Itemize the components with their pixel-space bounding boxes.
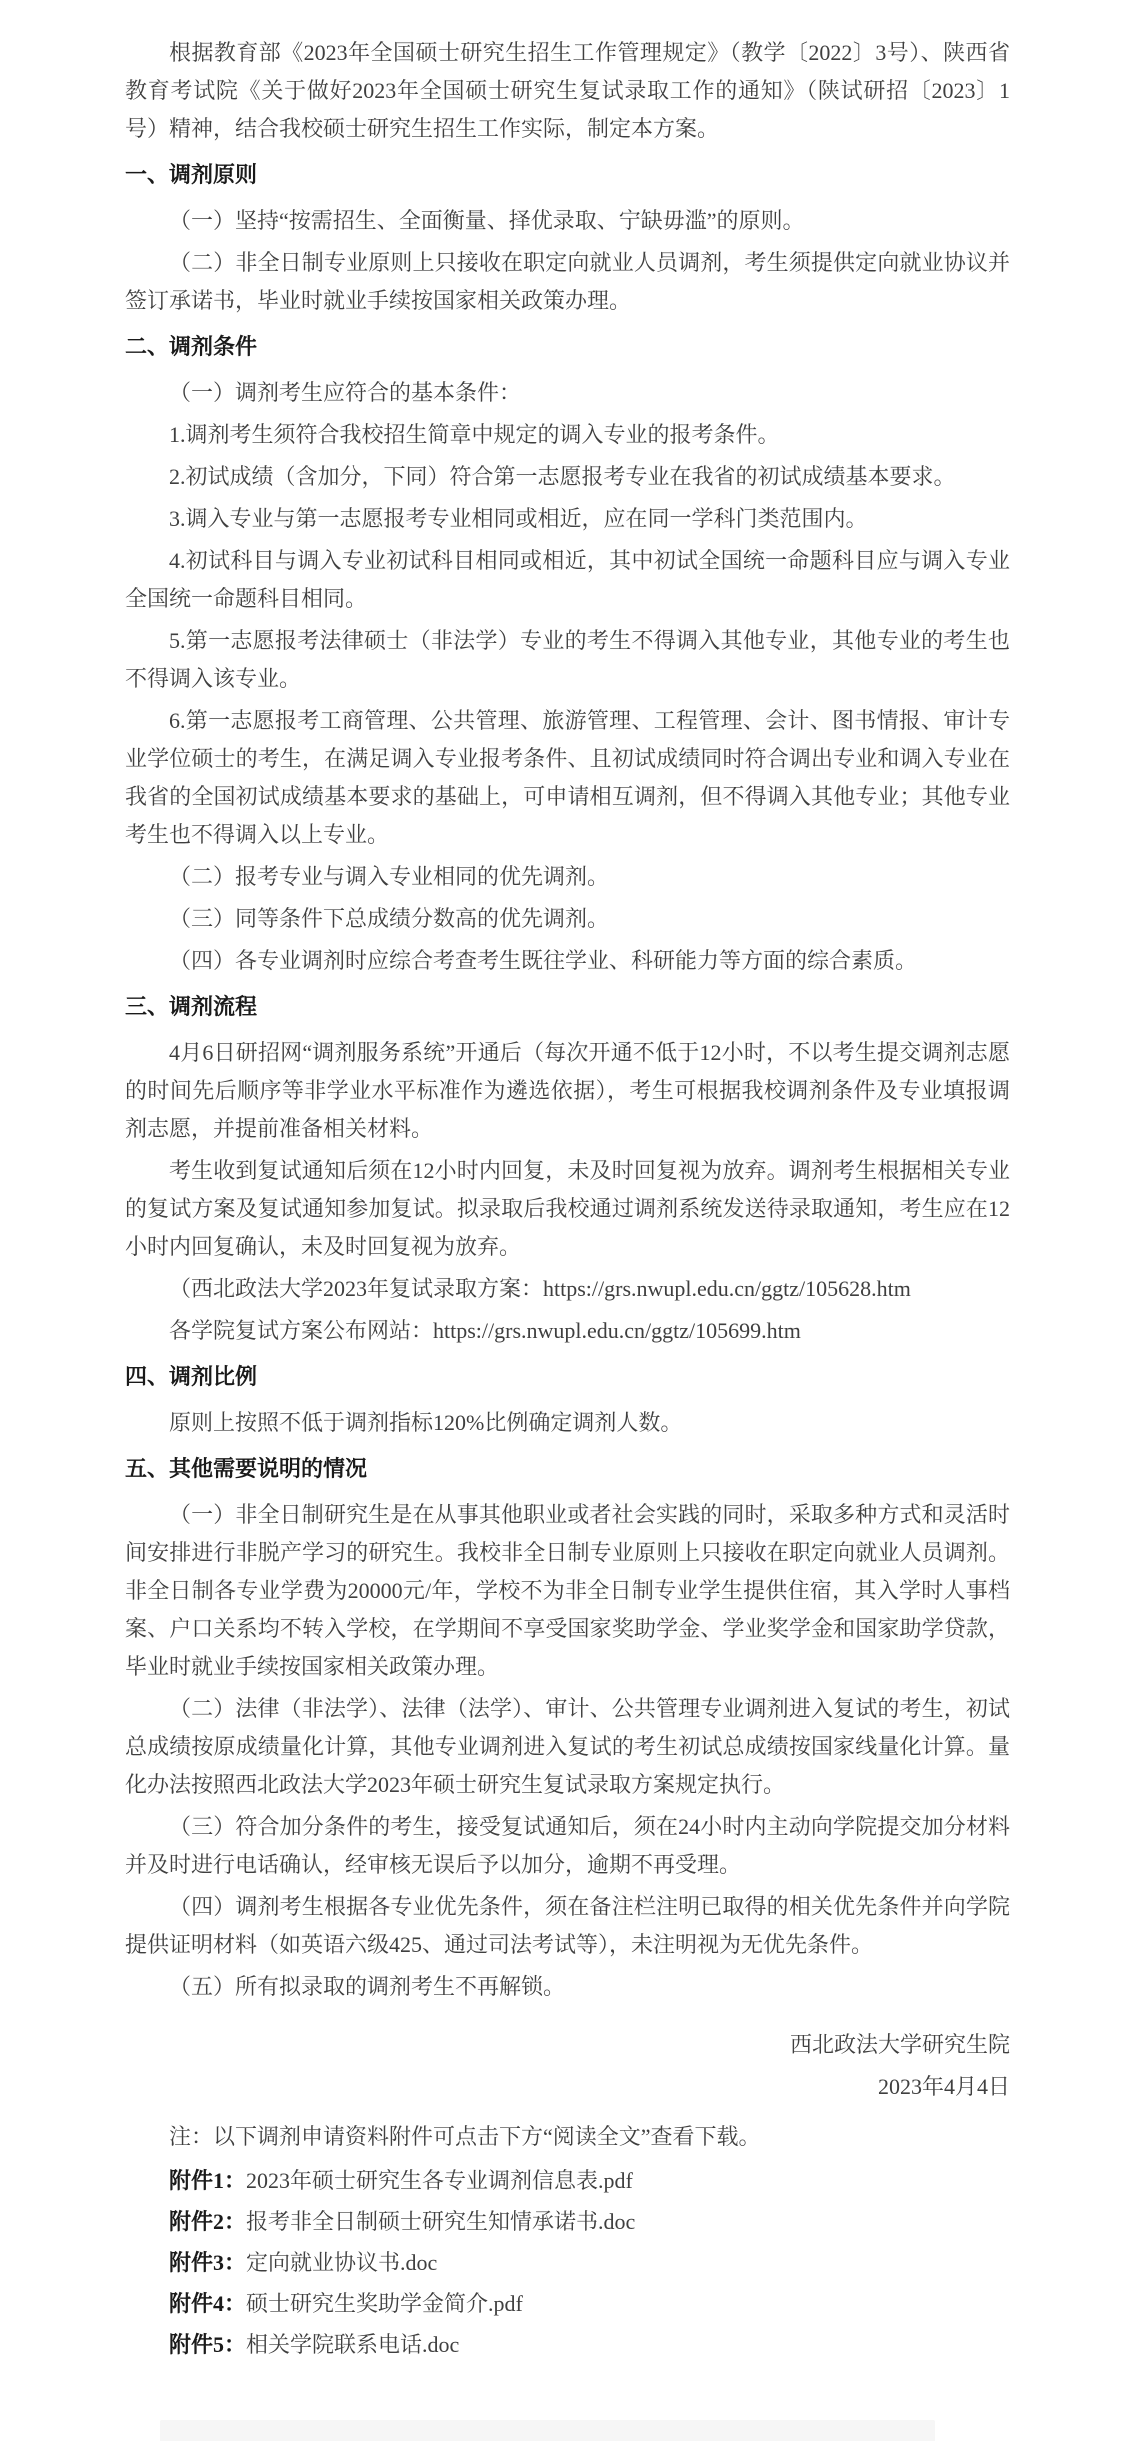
attachments-list [125,2162,1010,2364]
sections-container [125,156,1010,2006]
attachment-filename: 定向就业协议书.doc [246,2250,438,2275]
paragraph: 3.调入专业与第一志愿报考专业相同或相近，应在同一学科门类范围内。 [169,506,868,531]
paragraph: （二）非全日制专业原则上只接收在职定向就业人员调剂，考生须提供定向就业协议并签订承诺书，毕业时就业手续按国家相关政策办理。 [125,250,1010,313]
attachment-filename: 2023年硕士研究生各专业调剂信息表.pdf [246,2168,633,2193]
paragraph: 2.初试成绩（含加分，下同）符合第一志愿报考专业在我省的初试成绩基本要求。 [169,464,956,489]
paragraph: 原则上按照不低于调剂指标120%比例确定调剂人数。 [169,1410,683,1435]
url-line: （西北政法大学2023年复试录取方案：https://grs.nwupl.edu.cn/ggtz/105628.htm [169,1276,911,1301]
attachment-label: 附件2： [169,2209,247,2234]
paragraph: （五）所有拟录取的调剂考生不再解锁。 [169,1974,566,1999]
attachment-filename: 报考非全日制硕士研究生知情承诺书.doc [246,2209,636,2234]
attachment-item [125,2203,1010,2241]
paragraph: （二）报考专业与调入专业相同的优先调剂。 [169,864,610,889]
attachment-label: 附件3： [169,2250,247,2275]
section-heading: 二、调剂条件 [125,334,258,359]
section-heading: 一、调剂原则 [125,162,258,187]
url-line: 各学院复试方案公布网站：https://grs.nwupl.edu.cn/ggtz/105699.htm [169,1318,801,1343]
paragraph: （三）符合加分条件的考生，接受复试通知后，须在24小时内主动向学院提交加分材料并及时进行电话确认，经审核无误后予以加分，逾期不再受理。 [125,1814,1010,1877]
signature-block [125,2026,1010,2106]
attachment-filename: 硕士研究生奖助学金简介.pdf [246,2291,523,2316]
section-heading: 五、其他需要说明的情况 [125,1456,368,1481]
attachment-item [125,2162,1010,2200]
paragraph: 1.调剂考生须符合我校招生简章中规定的调入专业的报考条件。 [169,422,780,447]
attachment-item [125,2244,1010,2282]
attachment-filename: 相关学院联系电话.doc [246,2332,460,2357]
attachment-label: 附件4： [169,2291,247,2316]
section-heading: 三、调剂流程 [125,994,258,1019]
paragraph: （四）各专业调剂时应综合考查考生既往学业、科研能力等方面的综合素质。 [169,948,918,973]
paragraph: 5.第一志愿报考法律硕士（非法学）专业的考生不得调入其他专业，其他专业的考生也不得调入该专业。 [125,628,1010,691]
paragraph: 4.初试科目与调入专业初试科目相同或相近，其中初试全国统一命题科目应与调入专业全国统一命题科目相同。 [125,548,1010,611]
paragraph: （一）坚持“按需招生、全面衡量、择优录取、宁缺毋滥”的原则。 [169,208,805,233]
paragraph: 考生收到复试通知后须在12小时内回复，未及时回复视为放弃。调剂考生根据相关专业的复试方案及复试通知参加复试。拟录取后我校通过调剂系统发送待录取通知，考生应在12小时内回复确认，未及时回复视为放弃。 [125,1158,1010,1259]
intro-paragraph: 根据教育部《2023年全国硕士研究生招生工作管理规定》（教学〔2022〕3号）、陕西省教育考试院《关于做好2023年全国硕士研究生复试录取工作的通知》（陕试研招〔2023〕1号）精神，结合我校硕士研究生招生工作实际，制定本方案。 [125,40,1010,141]
paragraph: （一）非全日制研究生是在从事其他职业或者社会实践的同时，采取多种方式和灵活时间安排进行非脱产学习的研究生。我校非全日制专业原则上只接收在职定向就业人员调剂。非全日制各专业学费为20000元/年，学校不为非全日制专业学生提供住宿，其入学时人事档案、户口关系均不转入学校，在学期间不享受国家奖助学金、学业奖学金和国家助学贷款，毕业时就业手续按国家相关政策办理。 [125,1502,1010,1679]
signature-date: 2023年4月4日 [877,2074,1010,2099]
paragraph: （四）调剂考生根据各专业优先条件，须在备注栏注明已取得的相关优先条件并向学院提供证明材料（如英语六级425、通过司法考试等），未注明视为无优先条件。 [125,1894,1010,1957]
signature-org: 西北政法大学研究生院 [789,2032,1010,2057]
section-heading: 四、调剂比例 [125,1364,258,1389]
next-content-strip [160,2420,935,2441]
attachments-note: 注：以下调剂申请资料附件可点击下方“阅读全文”查看下载。 [169,2124,761,2149]
paragraph: （二）法律（非法学）、法律（法学）、审计、公共管理专业调剂进入复试的考生，初试总成绩按原成绩量化计算，其他专业调剂进入复试的考生初试总成绩按国家线量化计算。量化办法按照西北政法大学2023年硕士研究生复试录取方案规定执行。 [125,1696,1010,1797]
attachment-label: 附件5： [169,2332,247,2357]
paragraph: （三）同等条件下总成绩分数高的优先调剂。 [169,906,610,931]
attachment-label: 附件1： [169,2168,247,2193]
attachment-item [125,2285,1010,2323]
attachment-item [125,2326,1010,2364]
paragraph: 6.第一志愿报考工商管理、公共管理、旅游管理、工程管理、会计、图书情报、审计专业学位硕士的考生，在满足调入专业报考条件、且初试成绩同时符合调出专业和调入专业在我省的全国初试成绩基本要求的基础上，可申请相互调剂，但不得调入其他专业；其他专业考生也不得调入以上专业。 [125,708,1010,847]
paragraph: 4月6日研招网“调剂服务系统”开通后（每次开通不低于12小时，不以考生提交调剂志愿的时间先后顺序等非学业水平标准作为遴选依据），考生可根据我校调剂条件及专业填报调剂志愿，并提前准备相关材料。 [125,1040,1010,1141]
paragraph: （一）调剂考生应符合的基本条件： [169,380,522,405]
